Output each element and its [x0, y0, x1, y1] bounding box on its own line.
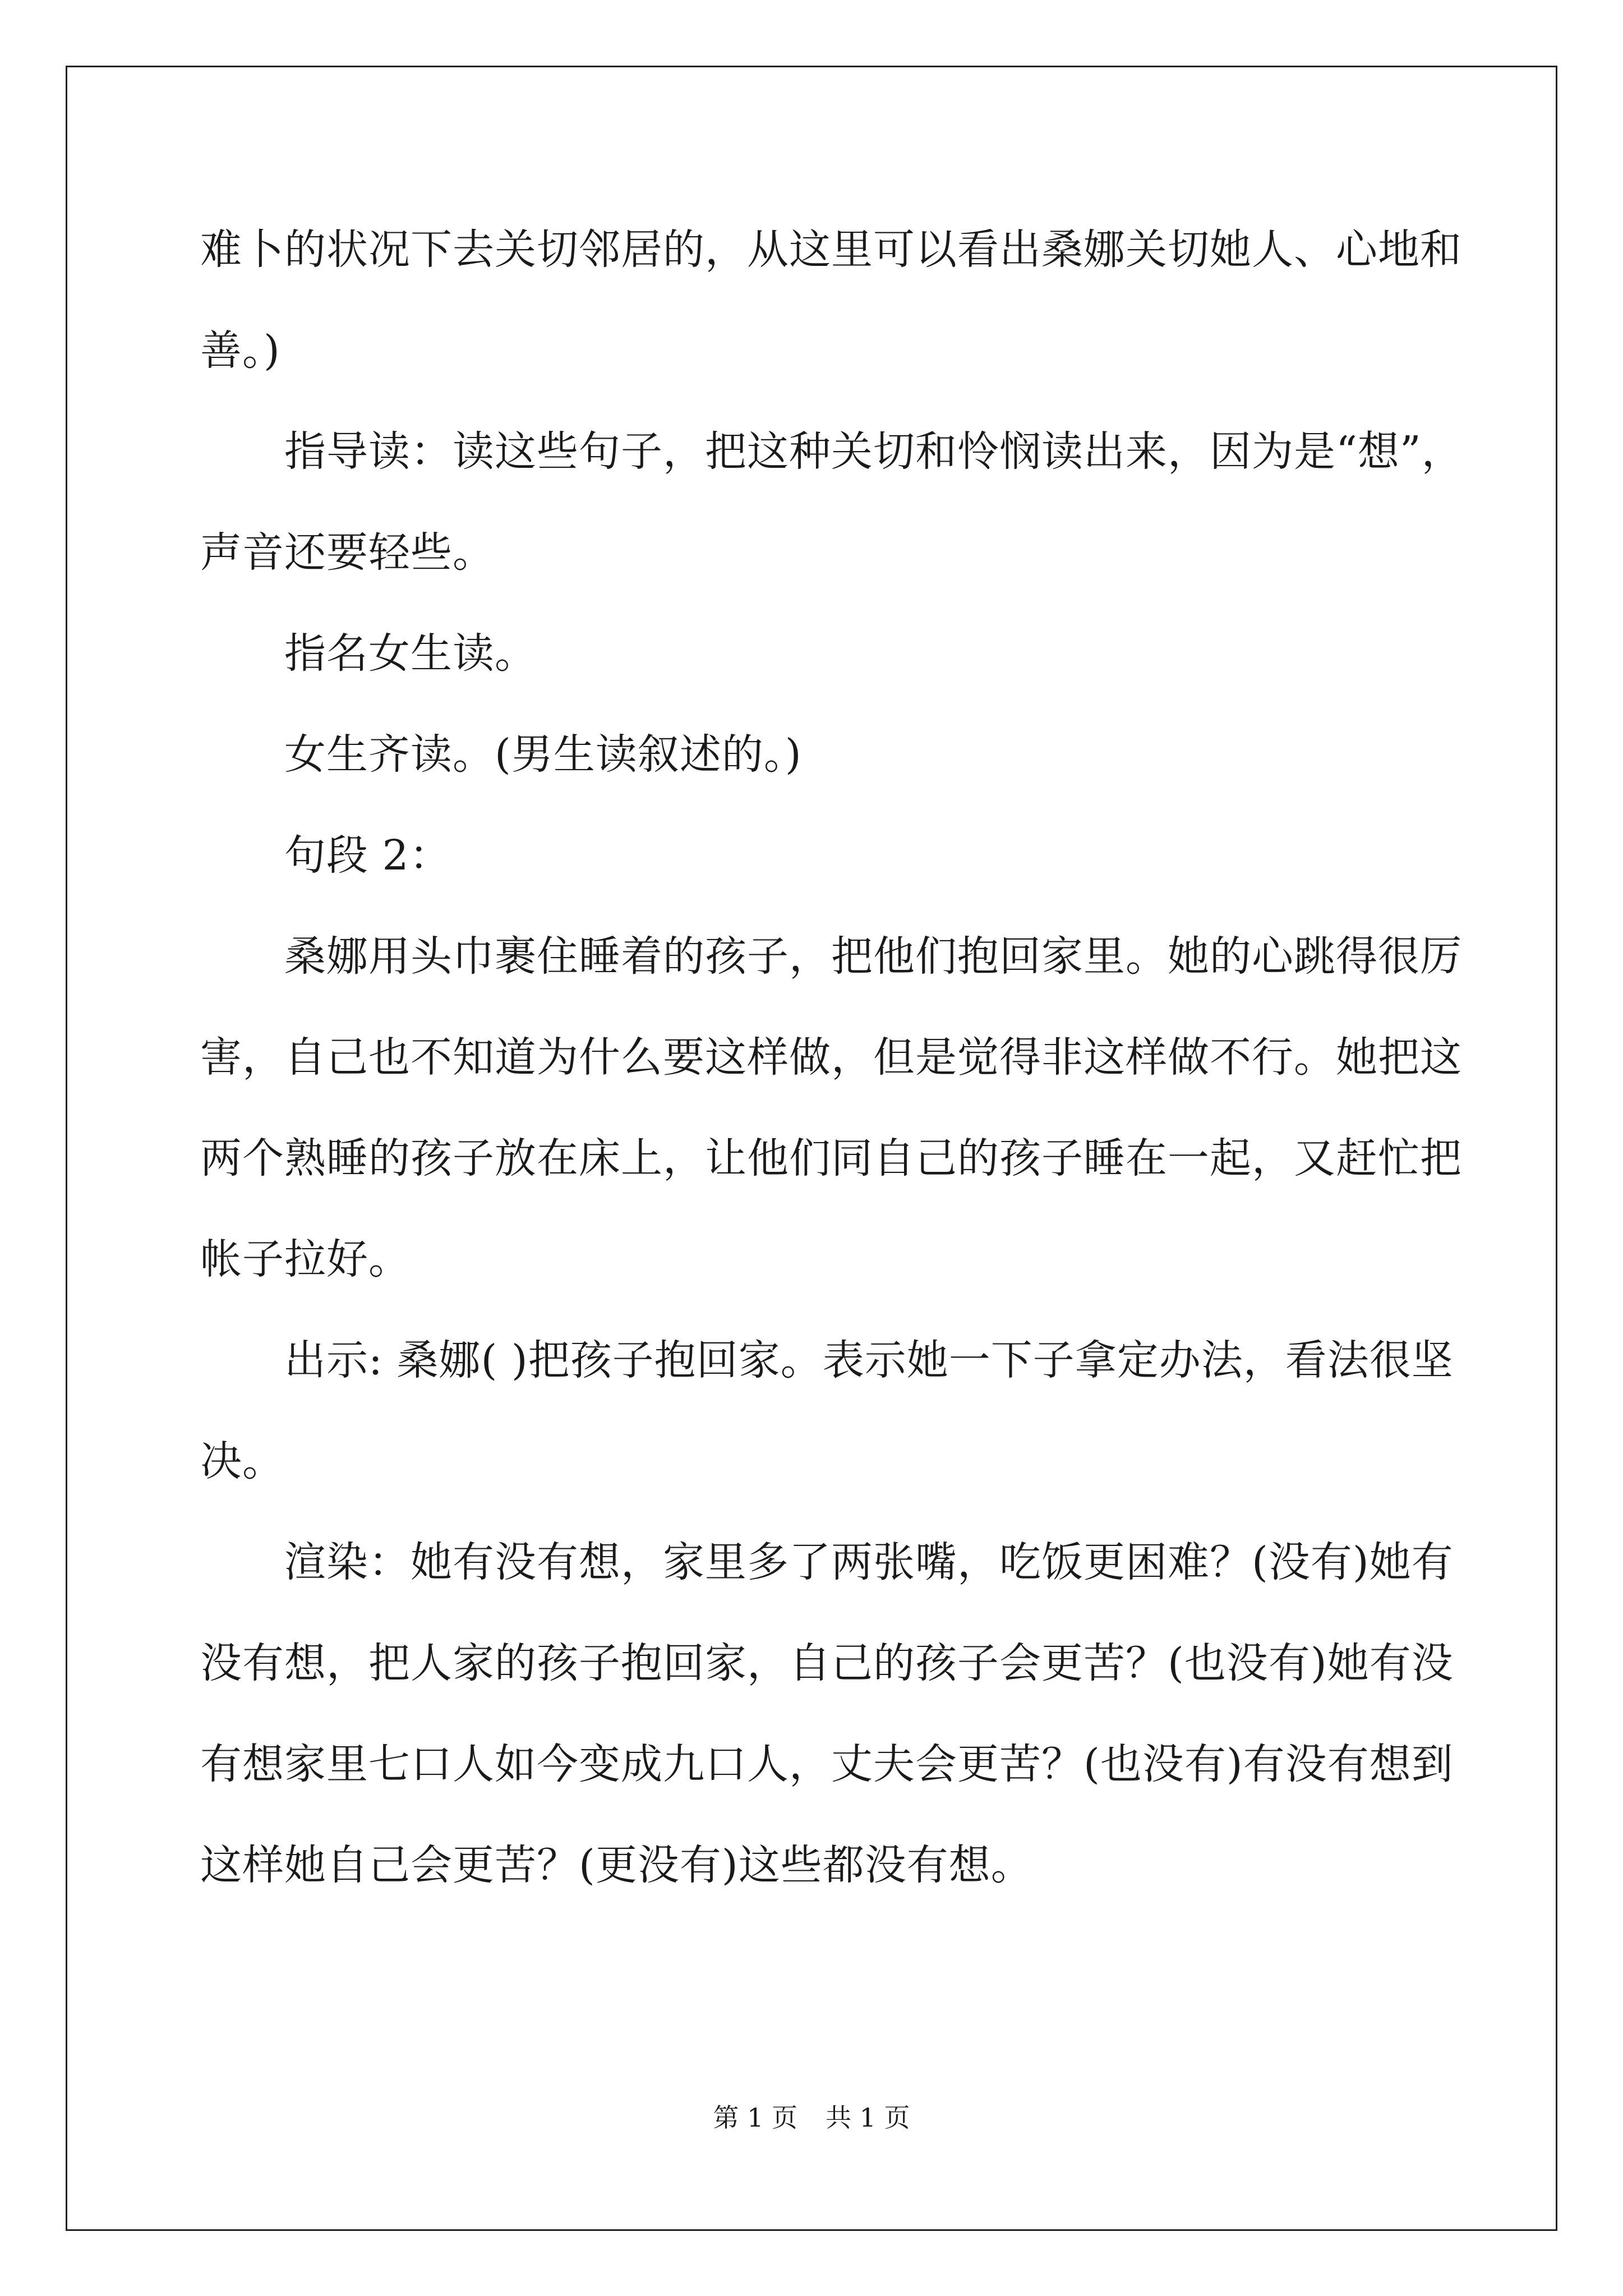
text-line: 两个熟睡的孩子放在床上，让他们同自己的孩子睡在一起，又赶忙把 — [200, 1134, 1462, 1182]
text-line: 没有想，把人家的孩子抱回家，自己的孩子会更苦？(也没有)她有没 — [200, 1639, 1454, 1687]
paragraph-start-line: 出示: 桑娜( )把孩子抱回家。表示她一下子拿定办法，看法很坚 — [284, 1336, 1454, 1384]
paragraph-start-line: 渲染：她有没有想，家里多了两张嘴，吃饭更困难？(没有)她有 — [284, 1538, 1454, 1586]
text-line: 帐子拉好。 — [200, 1235, 411, 1283]
text-line: 这样她自己会更苦？(更没有)这些都没有想。 — [200, 1841, 1033, 1889]
text-line: 害，自己也不知道为什么要这样做，但是觉得非这样做不行。她把这 — [200, 1033, 1462, 1082]
page-total: 共 1 页 — [826, 2102, 910, 2133]
document-body — [200, 199, 1464, 1916]
text-line: 有想家里七口人如今变成九口人，丈夫会更苦？(也没有)有没有想到 — [200, 1740, 1454, 1788]
paragraph-start-line: 指导读：读这些句子，把这种关切和怜悯读出来，因为是“想”， — [284, 427, 1464, 476]
text-line: 难卜的状况下去关切邻居的，从这里可以看出桑娜关切她人、心地和 — [200, 226, 1462, 274]
text-line: 声音还要轻些。 — [200, 528, 495, 577]
text-line: 决。 — [200, 1437, 284, 1485]
section-heading: 句段 2： — [284, 831, 451, 880]
page-number: 第 1 页 — [713, 2102, 797, 2133]
page-footer — [0, 2101, 1623, 2134]
paragraph-start-line: 女生齐读。(男生读叙述的。) — [284, 730, 802, 779]
paragraph-start-line: 桑娜用头巾裹住睡着的孩子，把他们抱回家里。她的心跳得很厉 — [284, 932, 1462, 981]
text-line: 善。) — [200, 326, 280, 375]
paragraph-start-line: 指名女生读。 — [284, 629, 537, 678]
